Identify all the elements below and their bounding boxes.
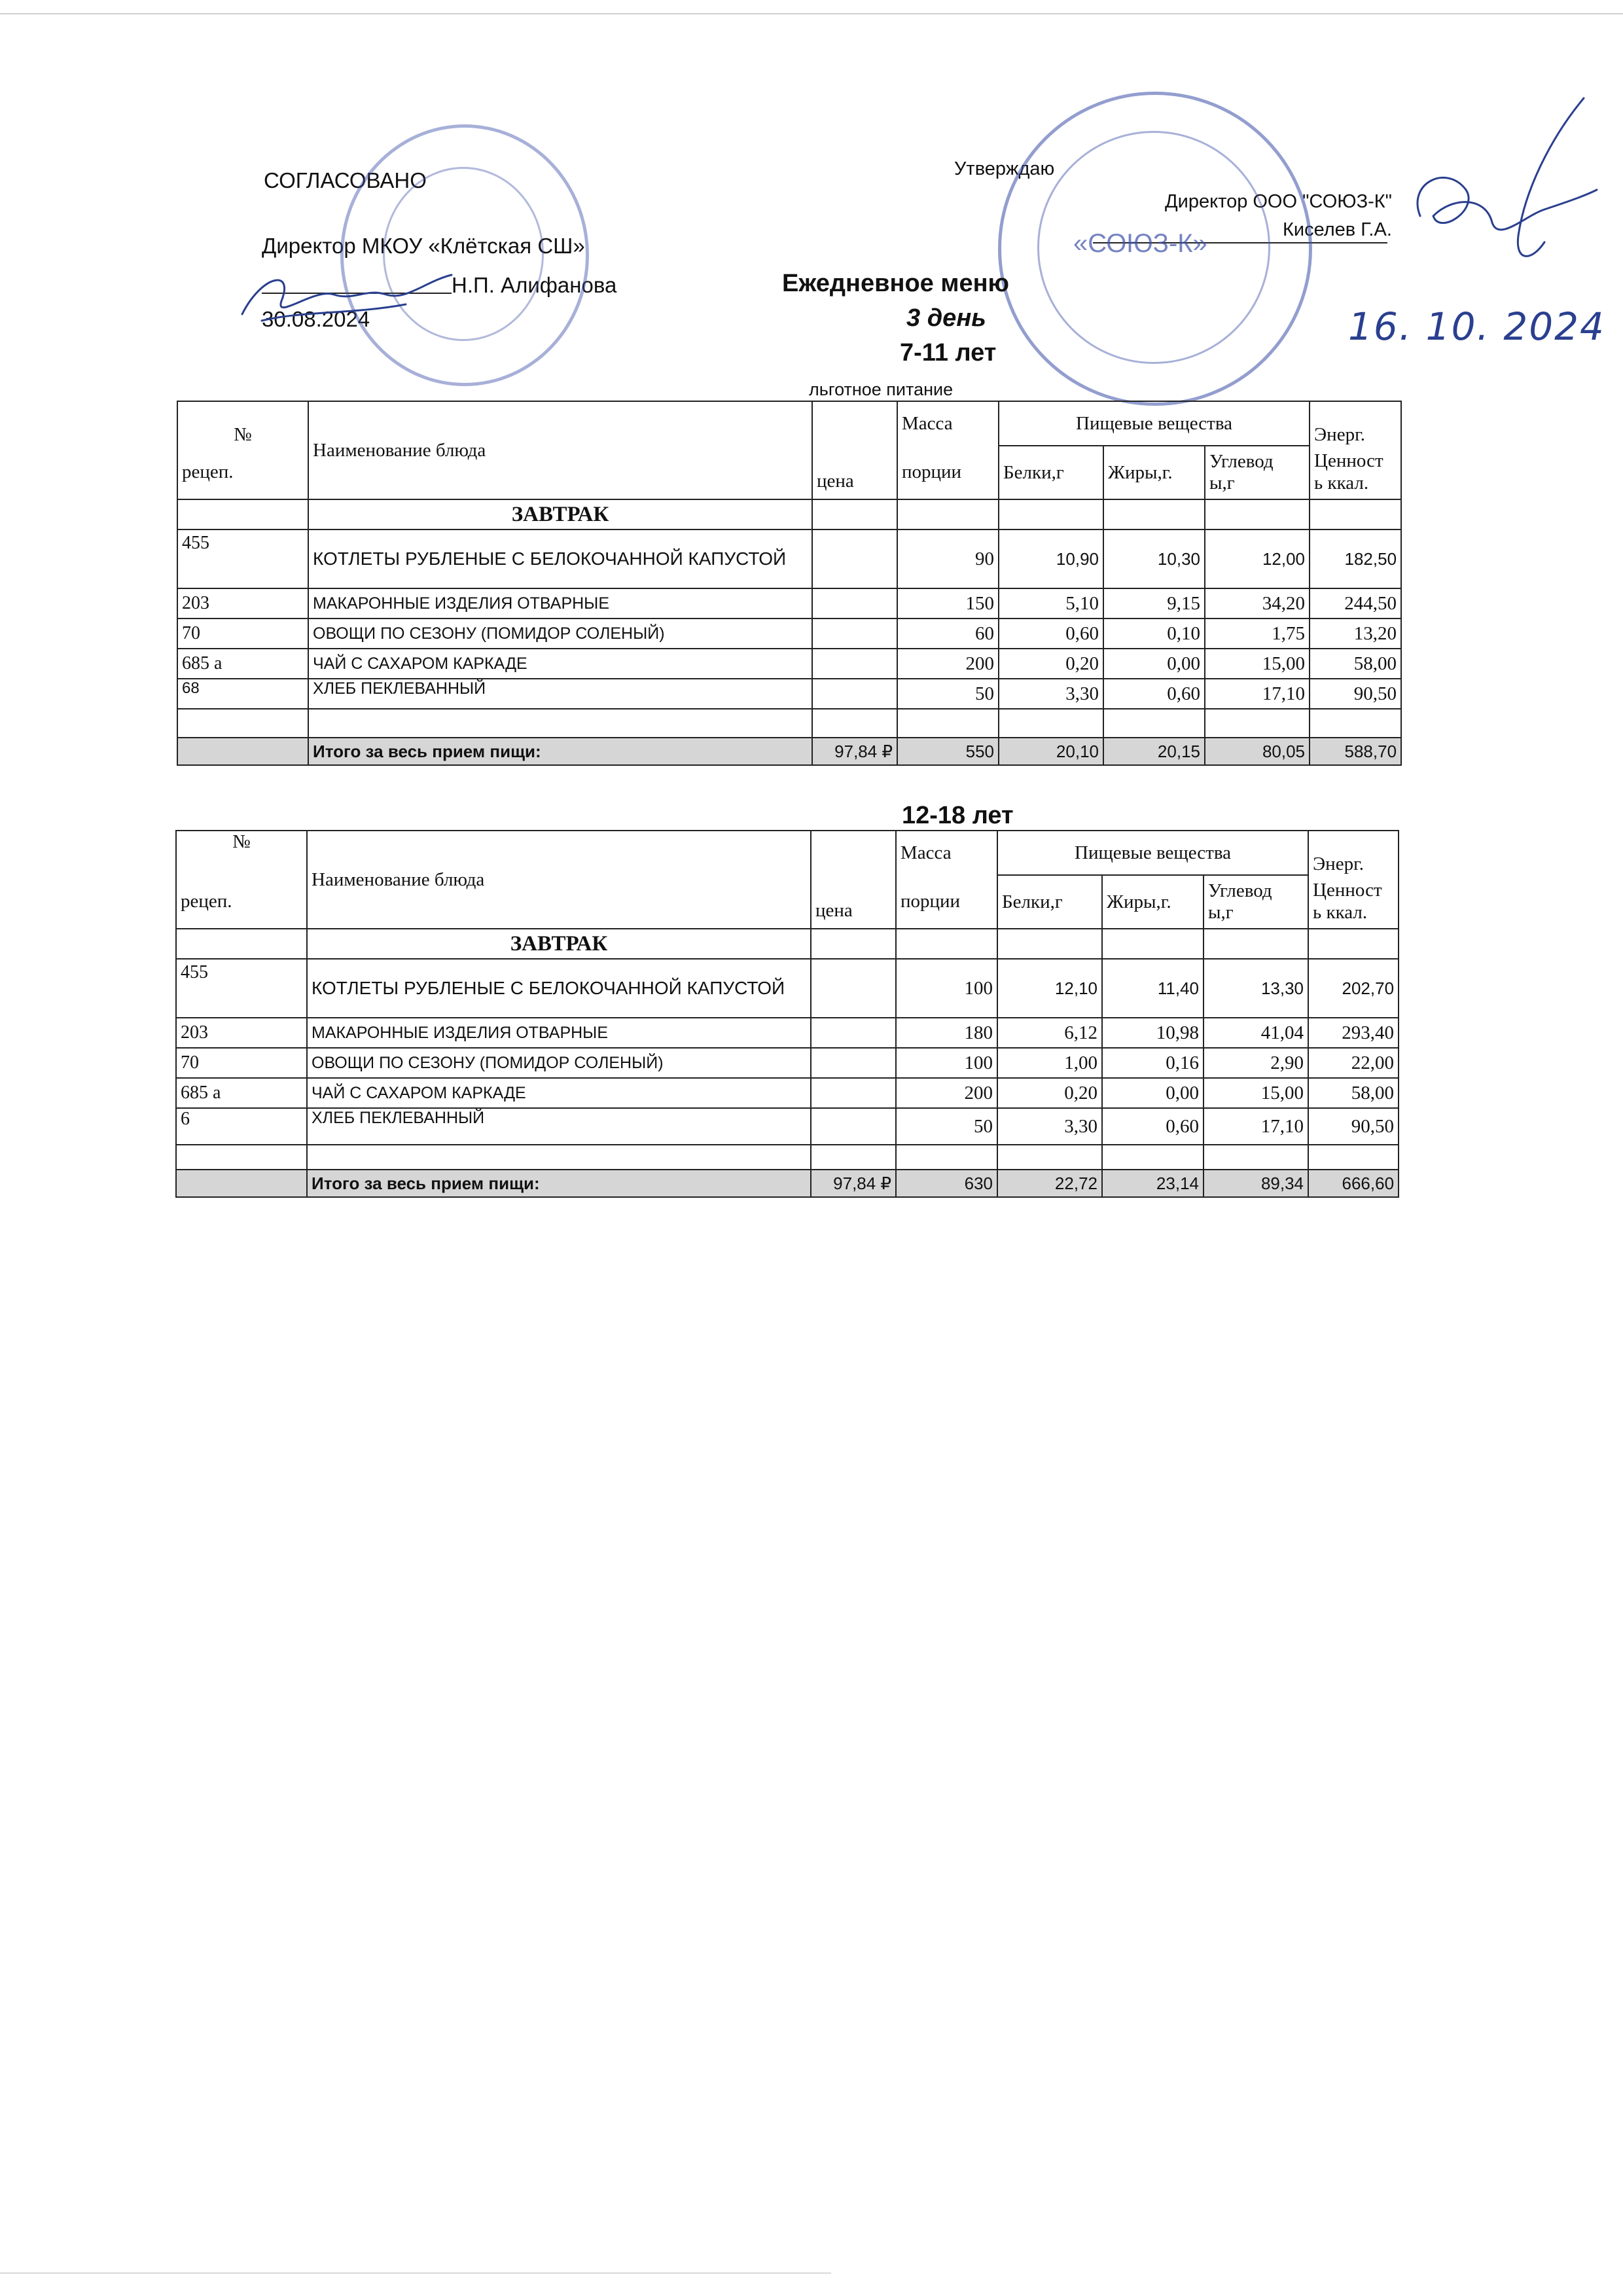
dish-carbs: 17,10: [1204, 1108, 1308, 1145]
dish-carbs: 15,00: [1204, 1078, 1308, 1108]
col-protein: Белки,г: [999, 446, 1103, 499]
approve-label: Утверждаю: [954, 158, 1055, 179]
total-row: [176, 1170, 1399, 1197]
dish-mass: 50: [897, 679, 999, 709]
dish-name: ХЛЕБ ПЕКЛЕВАННЫЙ: [308, 679, 812, 709]
dish-mass: 100: [896, 1048, 997, 1078]
dish-protein: 6,12: [997, 1018, 1102, 1048]
total-energy: 588,70: [1310, 738, 1401, 765]
dish-mass: 100: [896, 959, 997, 1018]
dish-mass: 60: [897, 619, 999, 649]
dish-fat: 0,00: [1102, 1078, 1204, 1108]
dish-protein: 0,20: [997, 1078, 1102, 1108]
col-mass: Масса: [896, 831, 997, 875]
approved-label: СОГЛАСОВАНО: [264, 168, 427, 192]
dish-fat: 9,15: [1103, 588, 1205, 619]
dish-protein: 0,60: [999, 619, 1103, 649]
menu-table-12-18: [175, 830, 1399, 1198]
dish-name: ОВОЩИ ПО СЕЗОНУ (ПОМИДОР СОЛЕНЫЙ): [307, 1048, 811, 1078]
dish-energy: 182,50: [1310, 529, 1401, 588]
dish-carbs: 1,75: [1205, 619, 1310, 649]
right-signature: [1394, 85, 1610, 295]
dish-protein: 1,00: [997, 1048, 1102, 1078]
col-mass-2: порции: [897, 446, 999, 499]
section-breakfast: ЗАВТРАК: [307, 929, 811, 959]
recipe-number: 455: [176, 959, 307, 1018]
left-name: Н.П. Алифанова: [452, 273, 617, 297]
total-carbs: 89,34: [1204, 1170, 1308, 1197]
dish-energy: 13,20: [1310, 619, 1401, 649]
total-price: 97,84 ₽: [812, 738, 897, 765]
total-label: Итого за весь прием пищи:: [307, 1170, 811, 1197]
recipe-number: 70: [176, 1048, 307, 1078]
col-mass: Масса: [897, 401, 999, 446]
dish-energy: 202,70: [1308, 959, 1399, 1018]
right-round-stamp: [998, 92, 1312, 406]
dish-fat: 0,10: [1103, 619, 1205, 649]
total-price: 97,84 ₽: [811, 1170, 896, 1197]
col-carbs: Углевод ы,г: [1204, 875, 1308, 929]
dish-energy: 58,00: [1310, 649, 1401, 679]
dish-mass: 200: [897, 649, 999, 679]
col-nutrients: Пищевые вещества: [997, 831, 1308, 875]
menu-title: Ежедневное меню: [782, 270, 1009, 297]
dish-fat: 0,60: [1102, 1108, 1204, 1145]
age-group-1: 7-11 лет: [900, 339, 997, 367]
dish-mass: 180: [896, 1018, 997, 1048]
dish-protein: 3,30: [999, 679, 1103, 709]
dish-name: ЧАЙ С САХАРОМ КАРКАДЕ: [308, 649, 812, 679]
recipe-number: 70: [177, 619, 308, 649]
dish-fat: 0,16: [1102, 1048, 1204, 1078]
dish-name: КОТЛЕТЫ РУБЛЕНЫЕ С БЕЛОКОЧАННОЙ КАПУСТОЙ: [308, 529, 812, 588]
total-label: Итого за весь прием пищи:: [308, 738, 812, 765]
dish-mass: 200: [896, 1078, 997, 1108]
dish-name: МАКАРОННЫЕ ИЗДЕЛИЯ ОТВАРНЫЕ: [308, 588, 812, 619]
dish-energy: 58,00: [1308, 1078, 1399, 1108]
col-energy: Энерг.: [1310, 401, 1401, 446]
dish-carbs: 12,00: [1205, 529, 1310, 588]
col-energy: Энерг.: [1308, 831, 1399, 875]
dish-protein: 3,30: [997, 1108, 1102, 1145]
dish-protein: 12,10: [997, 959, 1102, 1018]
dish-carbs: 41,04: [1204, 1018, 1308, 1048]
dish-name: МАКАРОННЫЕ ИЗДЕЛИЯ ОТВАРНЫЕ: [307, 1018, 811, 1048]
col-fat: Жиры,г.: [1103, 446, 1205, 499]
col-no: №: [176, 831, 307, 875]
col-nutrients: Пищевые вещества: [999, 401, 1310, 446]
left-signature: [236, 249, 471, 340]
col-name: Наименование блюда: [307, 831, 811, 929]
dish-fat: 10,30: [1103, 529, 1205, 588]
left-position: Директор МКОУ «Клётская СШ»: [262, 234, 585, 258]
col-no: №: [177, 401, 308, 446]
dish-carbs: 34,20: [1205, 588, 1310, 619]
col-recipe: рецеп.: [176, 875, 307, 929]
dish-carbs: 17,10: [1205, 679, 1310, 709]
col-carbs: Углевод ы,г: [1205, 446, 1310, 499]
total-protein: 20,10: [999, 738, 1103, 765]
menu-day: 3 день: [906, 304, 986, 332]
dish-name: ЧАЙ С САХАРОМ КАРКАДЕ: [307, 1078, 811, 1108]
menu-subtitle: льготное питание: [809, 380, 954, 399]
dish-name: ХЛЕБ ПЕКЛЕВАННЫЙ: [307, 1108, 811, 1145]
total-mass: 630: [896, 1170, 997, 1197]
dish-energy: 90,50: [1308, 1108, 1399, 1145]
col-energy-2: Ценност ь ккал.: [1308, 875, 1399, 929]
right-name: Киселев Г.А.: [1283, 219, 1392, 240]
recipe-number: 203: [177, 588, 308, 619]
recipe-number: 685 а: [176, 1078, 307, 1108]
col-mass-2: порции: [896, 875, 997, 929]
dish-name: КОТЛЕТЫ РУБЛЕНЫЕ С БЕЛОКОЧАННОЙ КАПУСТОЙ: [307, 959, 811, 1018]
dish-protein: 5,10: [999, 588, 1103, 619]
total-fat: 23,14: [1102, 1170, 1204, 1197]
dish-protein: 10,90: [999, 529, 1103, 588]
dish-carbs: 2,90: [1204, 1048, 1308, 1078]
dish-fat: 0,60: [1103, 679, 1205, 709]
total-protein: 22,72: [997, 1170, 1102, 1197]
dish-fat: 10,98: [1102, 1018, 1204, 1048]
right-stamp-center-text: «СОЮЗ-К»: [1073, 229, 1207, 258]
col-recipe: рецеп.: [177, 446, 308, 499]
recipe-number: 68: [177, 679, 308, 709]
left-date: 30.08.2024: [262, 307, 370, 331]
dish-protein: 0,20: [999, 649, 1103, 679]
col-fat: Жиры,г.: [1102, 875, 1204, 929]
section-breakfast: ЗАВТРАК: [308, 499, 812, 529]
dish-carbs: 15,00: [1205, 649, 1310, 679]
dish-energy: 22,00: [1308, 1048, 1399, 1078]
recipe-number: 203: [176, 1018, 307, 1048]
dish-mass: 50: [896, 1108, 997, 1145]
scan-edge-line-bottom: [0, 2272, 831, 2274]
dish-name: ОВОЩИ ПО СЕЗОНУ (ПОМИДОР СОЛЕНЫЙ): [308, 619, 812, 649]
col-energy-2: Ценност ь ккал.: [1310, 446, 1401, 499]
dish-mass: 90: [897, 529, 999, 588]
total-row: [177, 738, 1401, 765]
age-group-2: 12-18 лет: [902, 802, 1014, 829]
right-position: Директор ООО "СОЮЗ-К": [1165, 191, 1392, 212]
total-energy: 666,60: [1308, 1170, 1399, 1197]
recipe-number: 685 а: [177, 649, 308, 679]
dish-fat: 11,40: [1102, 959, 1204, 1018]
total-carbs: 80,05: [1205, 738, 1310, 765]
col-price: цена: [812, 401, 897, 499]
total-fat: 20,15: [1103, 738, 1205, 765]
recipe-number: 455: [177, 529, 308, 588]
dish-carbs: 13,30: [1204, 959, 1308, 1018]
menu-table-7-11: [177, 401, 1402, 766]
dish-fat: 0,00: [1103, 649, 1205, 679]
dish-energy: 244,50: [1310, 588, 1401, 619]
scan-edge-line: [0, 13, 1623, 14]
col-name: Наименование блюда: [308, 401, 812, 499]
total-mass: 550: [897, 738, 999, 765]
dish-mass: 150: [897, 588, 999, 619]
handwritten-date: 16. 10. 2024: [1348, 304, 1605, 349]
col-price: цена: [811, 831, 896, 929]
col-protein: Белки,г: [997, 875, 1102, 929]
dish-energy: 293,40: [1308, 1018, 1399, 1048]
recipe-number: 6: [176, 1108, 307, 1145]
dish-energy: 90,50: [1310, 679, 1401, 709]
